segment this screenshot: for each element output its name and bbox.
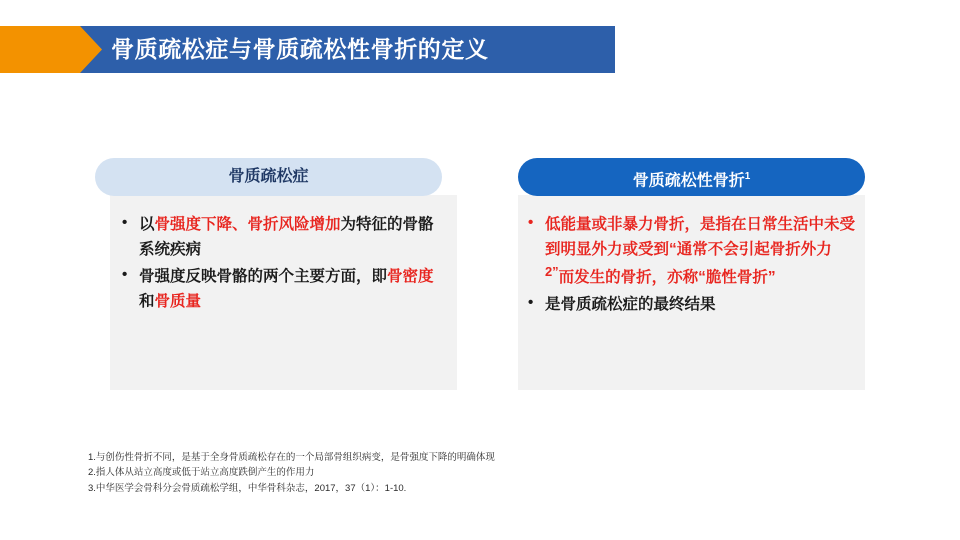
left-panel-heading bbox=[95, 158, 442, 196]
left-panel-bullets bbox=[122, 212, 440, 316]
footnote-marker: 2” bbox=[545, 264, 559, 280]
text-segment: 以 bbox=[139, 216, 155, 233]
text-segment: 骨强度反映骨骼的两个主要方面，即 bbox=[139, 268, 388, 286]
right-panel-heading-text: 骨质疏松性骨折 bbox=[632, 172, 745, 190]
footnotes bbox=[88, 450, 888, 496]
list-item bbox=[122, 212, 440, 262]
text-segment: 是骨质疏松症的最终结果 bbox=[545, 296, 716, 314]
page-title: 骨质疏松症与骨质疏松性骨折的定义 bbox=[111, 36, 489, 62]
footnote-2: 2.指人体从站立高度或低于站立高度跌倒产生的作用力 bbox=[88, 467, 315, 479]
right-panel-heading bbox=[518, 158, 865, 196]
slide-title-banner bbox=[0, 26, 615, 73]
text-segment-highlight: 低能量或非暴力骨折，是指在日常生活中未受到明显外力或受到“通常不会引起骨折外力 bbox=[545, 216, 856, 259]
right-panel-bullets bbox=[528, 212, 858, 320]
list-item bbox=[528, 292, 858, 317]
left-panel-heading-text: 骨质疏松症 bbox=[228, 168, 309, 185]
footnote-3: 3.中华医学会骨科分会骨质疏松学组，中华骨科杂志，2017，37（1）：1-10. bbox=[88, 482, 407, 494]
text-segment-highlight: 骨质量 bbox=[154, 293, 202, 311]
list-item bbox=[122, 264, 440, 314]
text-segment-highlight: 骨密度 bbox=[387, 268, 434, 286]
text-segment-highlight: 而发生的骨折，亦称“脆性骨折” bbox=[558, 269, 776, 287]
text-segment-highlight: 骨强度下降、骨折风险增加 bbox=[154, 216, 341, 233]
right-panel-heading-footnote-marker: 1 bbox=[744, 171, 751, 182]
list-item bbox=[528, 212, 858, 290]
text-segment: 和 bbox=[139, 293, 155, 311]
text-segment: 为特征的骨骼系统疾病 bbox=[139, 216, 434, 259]
footnote-1: 1.与创伤性骨折不同，是基于全身骨质疏松存在的一个局部骨组织病变，是骨强度下降的明确体现 bbox=[88, 452, 495, 463]
